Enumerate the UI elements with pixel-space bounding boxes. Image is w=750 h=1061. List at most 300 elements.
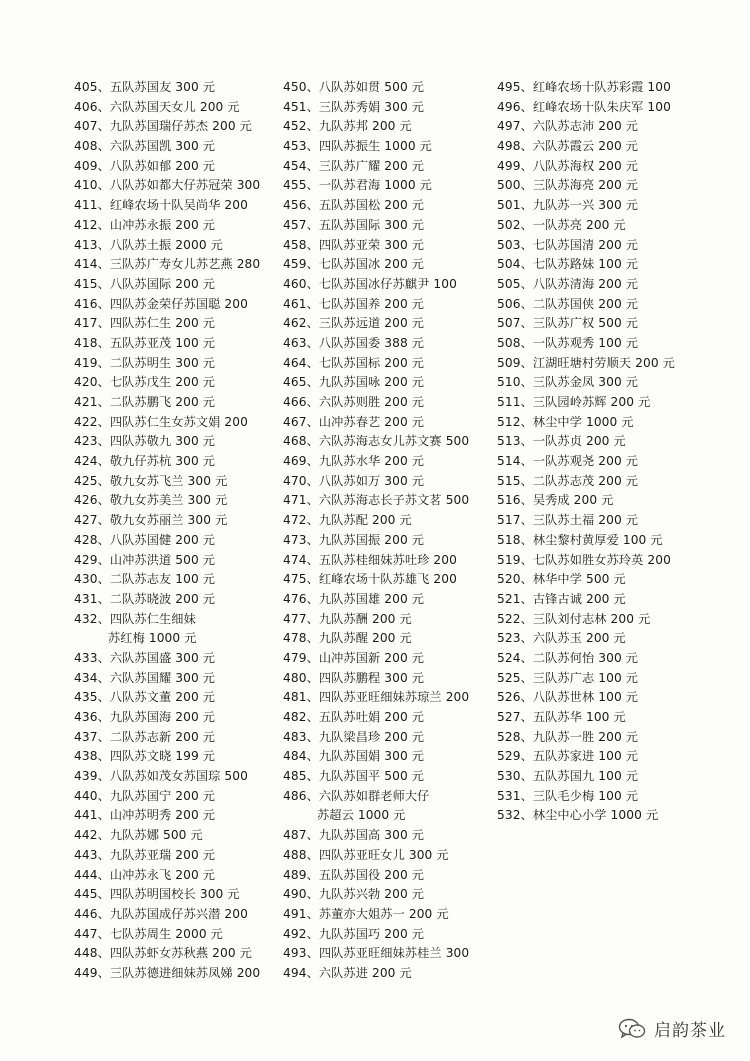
donor-entry <box>283 590 493 610</box>
donor-entry <box>497 491 742 511</box>
entry-number: 486 <box>283 788 307 803</box>
entry-number: 424 <box>74 454 98 469</box>
donor-entry <box>497 590 742 610</box>
entry-text: 、九队苏娜 500 元 <box>97 828 203 843</box>
entry-text: 、二队苏何怡 300 元 <box>520 650 639 665</box>
donor-entry <box>74 354 279 374</box>
entry-number: 445 <box>74 887 98 902</box>
entry-number: 460 <box>283 276 307 291</box>
entry-text: 、九队苏邦 200 元 <box>306 119 412 134</box>
entry-text: 、敬九女苏丽兰 300 元 <box>97 513 228 528</box>
entry-text: 、红峰农场十队苏雄飞 200 <box>306 572 457 587</box>
donor-entry <box>74 176 279 196</box>
donor-entry <box>283 176 493 196</box>
donor-entry <box>74 610 279 630</box>
entry-number: 433 <box>74 650 98 665</box>
donor-entry <box>74 925 279 945</box>
donor-entry <box>74 393 279 413</box>
donor-entry <box>283 610 493 630</box>
entry-text: 、九队苏国平 500 元 <box>306 769 425 784</box>
entry-number: 499 <box>497 158 521 173</box>
entry-text: 、四队苏仁生女苏文娟 200 <box>97 414 248 429</box>
entry-text: 、九队苏酬 200 元 <box>306 611 412 626</box>
donor-entry <box>283 255 493 275</box>
donor-entry <box>283 393 493 413</box>
entry-text: 、山冲苏洪道 500 元 <box>97 552 216 567</box>
donor-entry <box>74 905 279 925</box>
entry-number: 498 <box>497 139 521 154</box>
donor-entry <box>283 728 493 748</box>
entry-number: 474 <box>283 552 307 567</box>
entry-number: 469 <box>283 454 307 469</box>
donor-entry <box>74 787 279 807</box>
entry-number: 481 <box>283 690 307 705</box>
entry-number: 455 <box>283 178 307 193</box>
donor-entry <box>497 747 742 767</box>
entry-number: 440 <box>74 788 98 803</box>
entry-text: 、八队苏如茂女苏国琮 500 <box>97 769 248 784</box>
entry-number: 410 <box>74 178 98 193</box>
entry-text: 、八队苏文董 200 元 <box>97 690 216 705</box>
donor-entry <box>283 629 493 649</box>
entry-text: 、七队苏如胜女苏玲英 200 <box>520 552 671 567</box>
entry-text: 、八队苏如都大仔苏冠荣 300 <box>97 178 261 193</box>
entry-text: 、苏董亦大姐苏一 200 元 <box>306 906 449 921</box>
donor-entry <box>283 413 493 433</box>
entry-text: 、红峰农场十队吴尚华 200 <box>97 198 248 213</box>
entry-text: 、九队苏国雄 200 元 <box>306 591 425 606</box>
entry-number: 458 <box>283 237 307 252</box>
entry-text: 、二队苏志茂 200 元 <box>520 473 639 488</box>
entry-text: 、九队苏兴勃 200 元 <box>306 887 425 902</box>
donor-entry <box>74 747 279 767</box>
donor-entry <box>74 78 279 98</box>
entry-text: 、八队苏世林 100 元 <box>520 690 639 705</box>
entry-number: 476 <box>283 591 307 606</box>
entry-text: 、四队苏明国校长 300 元 <box>97 887 240 902</box>
donor-entry <box>74 255 279 275</box>
entry-text: 、三队苏广寿女儿苏艺燕 280 <box>97 257 261 272</box>
entry-text: 、林尘中心小学 1000 元 <box>520 808 659 823</box>
entry-number: 405 <box>74 80 98 94</box>
entry-number: 527 <box>497 710 521 724</box>
entry-number: 453 <box>283 139 307 154</box>
entry-number: 427 <box>74 513 98 528</box>
entry-text: 、红峰农场十队朱庆军 100 <box>520 99 671 114</box>
entry-number: 437 <box>74 729 98 744</box>
donor-entry <box>74 472 279 492</box>
entry-text: 、四队苏仁生细妹 <box>97 611 196 626</box>
entry-number: 501 <box>497 198 521 213</box>
donor-entry <box>283 334 493 354</box>
entry-text: 、敬九女苏飞兰 300 元 <box>97 473 228 488</box>
entry-text: 、八队苏国健 200 元 <box>97 532 216 547</box>
donor-entry <box>74 334 279 354</box>
entry-text: 、四队苏亚荣 300 元 <box>306 237 425 252</box>
donor-entry <box>497 610 742 630</box>
entry-text: 、八队苏土振 2000 元 <box>97 237 223 252</box>
entry-number: 483 <box>283 729 307 744</box>
entry-number: 416 <box>74 296 98 311</box>
donor-entry <box>74 295 279 315</box>
donor-entry <box>74 964 279 984</box>
donor-entry <box>283 452 493 472</box>
donor-entry <box>497 78 742 98</box>
entry-number: 495 <box>497 80 521 94</box>
donor-entry <box>74 373 279 393</box>
donor-entry <box>74 669 279 689</box>
entry-number: 492 <box>283 926 307 941</box>
donor-entry <box>497 196 742 216</box>
entry-text: 、敬九女苏美兰 300 元 <box>97 493 228 508</box>
entry-text: 、九队苏醒 200 元 <box>306 631 412 646</box>
entry-text: 、五队苏国役 200 元 <box>306 867 425 882</box>
entry-number: 500 <box>497 178 521 193</box>
entry-number: 429 <box>74 552 98 567</box>
entry-text: 、九队苏国成仔苏兴潜 200 <box>97 906 248 921</box>
entry-number: 436 <box>74 710 98 724</box>
entry-text: 、五队苏桂细妹苏吐珍 200 <box>306 552 457 567</box>
donor-entry <box>497 236 742 256</box>
donor-entry <box>283 117 493 137</box>
entry-number: 413 <box>74 237 98 252</box>
entry-text: 、二队苏明生 300 元 <box>97 355 216 370</box>
donor-entry <box>497 708 742 728</box>
entry-number: 505 <box>497 276 521 291</box>
donor-entry <box>74 157 279 177</box>
donor-entry <box>74 826 279 846</box>
entry-number: 524 <box>497 650 521 665</box>
donor-entry <box>74 196 279 216</box>
entry-number: 430 <box>74 572 98 587</box>
entry-text: 、九队苏国娟 300 元 <box>306 749 425 764</box>
entry-text: 、三队园岭苏辉 200 元 <box>520 395 651 409</box>
donor-entry <box>497 452 742 472</box>
entry-number: 406 <box>74 99 98 114</box>
entry-number: 434 <box>74 670 98 685</box>
entry-number: 422 <box>74 414 98 429</box>
donor-entry-continuation <box>283 806 493 826</box>
entry-text: 、二队苏鹏飞 200 元 <box>97 395 216 409</box>
entry-number: 489 <box>283 867 307 882</box>
entry-text: 、四队苏金荣仔苏国聪 200 <box>97 296 248 311</box>
donor-entry <box>283 787 493 807</box>
entry-text: 、五队苏亚茂 100 元 <box>97 335 216 350</box>
entry-text: 、一队苏贞 200 元 <box>520 434 626 449</box>
entry-text: 、山冲苏永飞 200 元 <box>97 867 216 882</box>
entry-number: 485 <box>283 769 307 784</box>
entry-text: 、五队苏家进 100 元 <box>520 749 639 764</box>
donor-entry <box>74 117 279 137</box>
entry-text: 、三队毛少梅 100 元 <box>520 788 639 803</box>
donor-entry <box>497 314 742 334</box>
entry-number: 512 <box>497 414 521 429</box>
entry-number: 482 <box>283 710 307 724</box>
entry-text: 、八队苏如郁 200 元 <box>97 158 216 173</box>
donor-entry <box>497 393 742 413</box>
donor-entry <box>74 806 279 826</box>
entry-text: 、七队苏戊生 200 元 <box>97 375 216 390</box>
entry-number: 478 <box>283 631 307 646</box>
entry-number: 459 <box>283 257 307 272</box>
entry-number: 528 <box>497 729 521 744</box>
entry-text: 、九队苏国巧 200 元 <box>306 926 425 941</box>
entry-number: 523 <box>497 631 521 646</box>
entry-number: 466 <box>283 395 307 409</box>
donor-entry <box>497 570 742 590</box>
entry-number: 521 <box>497 591 521 606</box>
entry-number: 450 <box>283 80 307 94</box>
donor-entry <box>283 275 493 295</box>
entry-number: 490 <box>283 887 307 902</box>
donor-entry <box>497 806 742 826</box>
entry-number: 531 <box>497 788 521 803</box>
entry-number: 515 <box>497 473 521 488</box>
donor-entry <box>74 511 279 531</box>
entry-number: 494 <box>283 965 307 980</box>
entry-number: 493 <box>283 946 307 961</box>
entry-number: 479 <box>283 650 307 665</box>
entry-number: 532 <box>497 808 521 823</box>
entry-text: 、林尘中学 1000 元 <box>520 414 634 429</box>
donor-entry <box>74 728 279 748</box>
donor-entry <box>74 137 279 157</box>
donor-entry <box>74 649 279 669</box>
entry-text: 、三队苏广权 500 元 <box>520 316 639 331</box>
donor-entry <box>283 373 493 393</box>
entry-number: 425 <box>74 473 98 488</box>
donor-entry <box>497 629 742 649</box>
entry-number: 414 <box>74 257 98 272</box>
entry-text: 、九队苏一胜 200 元 <box>520 729 639 744</box>
entry-text: 、三队苏海亮 200 元 <box>520 178 639 193</box>
watermark-text: 启韵茶业 <box>654 1021 726 1041</box>
entry-text: 、五队苏国际 300 元 <box>306 217 425 232</box>
donor-entry <box>74 767 279 787</box>
entry-text: 、五队苏国友 300 元 <box>97 80 216 94</box>
entry-text: 、八队苏海权 200 元 <box>520 158 639 173</box>
entry-text: 、一队苏观秀 100 元 <box>520 335 639 350</box>
donor-entry <box>497 511 742 531</box>
entry-number: 409 <box>74 158 98 173</box>
entry-number: 520 <box>497 572 521 587</box>
entry-number: 423 <box>74 434 98 449</box>
entry-number: 487 <box>283 828 307 843</box>
entry-text: 、九队苏国海 200 元 <box>97 710 216 724</box>
entry-text: 、四队苏振生 1000 元 <box>306 139 432 154</box>
entry-number: 421 <box>74 395 98 409</box>
entry-number: 456 <box>283 198 307 213</box>
donor-entry <box>283 216 493 236</box>
entry-number: 431 <box>74 591 98 606</box>
donor-entry <box>283 846 493 866</box>
entry-number: 502 <box>497 217 521 232</box>
entry-number: 496 <box>497 99 521 114</box>
entry-number: 509 <box>497 355 521 370</box>
entry-text: 、五队苏华 100 元 <box>520 710 626 724</box>
entry-text: 、四队苏仁生 200 元 <box>97 316 216 331</box>
donor-entry <box>74 866 279 886</box>
entry-text: 、二队苏志友 100 元 <box>97 572 216 587</box>
entry-text: 、四队苏虾女苏秋燕 200 元 <box>97 946 252 961</box>
donor-entry <box>497 255 742 275</box>
entry-number: 511 <box>497 395 521 409</box>
entry-number: 506 <box>497 296 521 311</box>
entry-text: 、六队苏海志女儿苏文赛 500 <box>306 434 470 449</box>
entry-text: 、七队苏国冰仔苏麒尹 100 <box>306 276 457 291</box>
entry-text: 、五队苏国九 100 元 <box>520 769 639 784</box>
entry-number: 408 <box>74 139 98 154</box>
donor-column-1 <box>74 78 279 984</box>
donor-entry <box>283 137 493 157</box>
entry-number: 444 <box>74 867 98 882</box>
entry-number: 525 <box>497 670 521 685</box>
donor-entry <box>497 413 742 433</box>
donor-entry <box>497 137 742 157</box>
entry-number: 438 <box>74 749 98 764</box>
entry-text: 、九队苏亚瑞 200 元 <box>97 847 216 862</box>
donor-entry <box>497 176 742 196</box>
donor-entry <box>497 157 742 177</box>
entry-text: 、七队苏路妹 100 元 <box>520 257 639 272</box>
entry-number: 513 <box>497 434 521 449</box>
donor-entry <box>74 531 279 551</box>
entry-text: 、林华中学 500 元 <box>520 572 626 587</box>
wechat-icon <box>618 1018 646 1040</box>
entry-text: 、六队苏国凯 300 元 <box>97 139 216 154</box>
donor-entry <box>283 314 493 334</box>
entry-text: 、六队苏国盛 300 元 <box>97 650 216 665</box>
entry-number: 497 <box>497 119 521 134</box>
donor-entry <box>497 649 742 669</box>
donor-entry <box>283 472 493 492</box>
entry-text: 、九队苏水华 200 元 <box>306 454 425 469</box>
donor-entry <box>74 491 279 511</box>
entry-number: 526 <box>497 690 521 705</box>
donor-entry <box>497 728 742 748</box>
donor-entry <box>283 491 493 511</box>
donor-entry <box>74 846 279 866</box>
donor-entry <box>74 236 279 256</box>
entry-number: 446 <box>74 906 98 921</box>
entry-text: 、三队刘付志林 200 元 <box>520 611 651 626</box>
entry-text: 、九队苏国高 300 元 <box>306 828 425 843</box>
entry-number: 449 <box>74 965 98 980</box>
entry-text: 、一队苏君海 1000 元 <box>306 178 432 193</box>
donor-entry <box>283 905 493 925</box>
donor-entry <box>283 196 493 216</box>
entry-text: 、江湖旺塘村劳顺天 200 元 <box>520 355 675 370</box>
donor-entry <box>283 885 493 905</box>
entry-text: 、吴秀成 200 元 <box>520 493 614 508</box>
entry-text: 、三队苏金凤 300 元 <box>520 375 639 390</box>
entry-text: 、九队苏一兴 300 元 <box>520 198 639 213</box>
donor-entry <box>283 570 493 590</box>
entry-text: 、一队苏亮 200 元 <box>520 217 626 232</box>
entry-number: 412 <box>74 217 98 232</box>
entry-number: 463 <box>283 335 307 350</box>
donor-entry <box>74 551 279 571</box>
entry-text: 、五队苏吐娟 200 元 <box>306 710 425 724</box>
entry-text: 、六队苏志沛 200 元 <box>520 119 639 134</box>
entry-number: 454 <box>283 158 307 173</box>
donor-entry <box>497 688 742 708</box>
entry-number: 491 <box>283 906 307 921</box>
donor-entry <box>497 531 742 551</box>
entry-text: 、六队苏国耀 300 元 <box>97 670 216 685</box>
entry-number: 435 <box>74 690 98 705</box>
entry-number: 457 <box>283 217 307 232</box>
entry-number: 468 <box>283 434 307 449</box>
donor-entry <box>283 432 493 452</box>
donor-column-3 <box>497 78 742 826</box>
entry-text: 、六队苏海志长子苏文茗 500 <box>306 493 470 508</box>
donor-entry <box>283 531 493 551</box>
entry-number: 464 <box>283 355 307 370</box>
entry-text: 、七队苏周生 2000 元 <box>97 926 223 941</box>
entry-text: 、八队苏如贯 500 元 <box>306 80 425 94</box>
donor-entry <box>497 275 742 295</box>
donor-entry <box>74 452 279 472</box>
donor-entry <box>497 295 742 315</box>
entry-text: 、三队苏秀娟 300 元 <box>306 99 425 114</box>
donor-entry <box>74 216 279 236</box>
entry-text: 、山冲苏永振 200 元 <box>97 217 216 232</box>
entry-number: 441 <box>74 808 98 823</box>
entry-number: 451 <box>283 99 307 114</box>
entry-text: 、六队苏玉 200 元 <box>520 631 626 646</box>
entry-text: 苏红梅 1000 元 <box>108 631 197 646</box>
entry-number: 488 <box>283 847 307 862</box>
entry-text: 、古锋古诚 200 元 <box>520 591 626 606</box>
entry-text: 、山冲苏国新 200 元 <box>306 650 425 665</box>
donor-column-2 <box>283 78 493 984</box>
donor-entry <box>283 78 493 98</box>
entry-number: 419 <box>74 355 98 370</box>
entry-text: 、三队苏德进细妹苏凤娣 200 <box>97 965 261 980</box>
donor-entry <box>497 334 742 354</box>
entry-text: 、四队苏鹏程 300 元 <box>306 670 425 685</box>
entry-number: 443 <box>74 847 98 862</box>
donor-entry <box>283 236 493 256</box>
entry-text: 、六队苏霞云 200 元 <box>520 139 639 154</box>
donor-entry <box>283 944 493 964</box>
donor-entry <box>283 767 493 787</box>
donor-entry <box>283 866 493 886</box>
entry-text: 、九队苏国咏 200 元 <box>306 375 425 390</box>
entry-number: 484 <box>283 749 307 764</box>
entry-text: 、四队苏敬九 300 元 <box>97 434 216 449</box>
entry-number: 507 <box>497 316 521 331</box>
entry-text: 、林尘黎村黄厚爱 100 元 <box>520 532 663 547</box>
donor-entry <box>74 570 279 590</box>
entry-number: 529 <box>497 749 521 764</box>
entry-text: 、敬九仔苏杭 300 元 <box>97 454 216 469</box>
donor-entry <box>74 314 279 334</box>
entry-text: 、四队苏亚旺细妹苏桂兰 300 <box>306 946 470 961</box>
entry-number: 480 <box>283 670 307 685</box>
account-watermark <box>618 1016 726 1041</box>
entry-text: 、五队苏国松 200 元 <box>306 198 425 213</box>
entry-text: 、三队苏远道 200 元 <box>306 316 425 331</box>
donor-entry <box>283 964 493 984</box>
entry-text: 、四队苏亚旺细妹苏琼兰 200 <box>306 690 470 705</box>
donor-entry <box>497 117 742 137</box>
entry-text: 、七队苏国标 200 元 <box>306 355 425 370</box>
entry-number: 473 <box>283 532 307 547</box>
entry-text: 、九队苏配 200 元 <box>306 513 412 528</box>
entry-text: 、四队苏文晓 199 元 <box>97 749 216 764</box>
